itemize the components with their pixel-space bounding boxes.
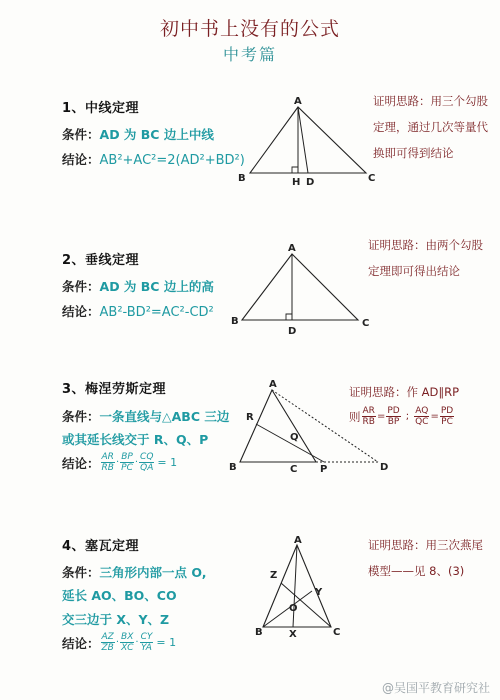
page-title: 初中书上没有的公式 (159, 18, 340, 40)
section-4-figure (255, 535, 345, 640)
point-label-c: C (290, 464, 298, 475)
fraction: $\frac{AR}{RB}$ (101, 452, 114, 473)
section-1-heading: 1、中线定理 (62, 101, 140, 116)
conclusion-text: AB²-BD²=AC²-CD² (99, 305, 214, 320)
point-label-a: A (269, 379, 277, 390)
section-4-heading: 4、塞瓦定理 (62, 539, 140, 554)
condition-text-line-1: 一条直线与△ABC 三边 (99, 409, 230, 424)
section-1-condition (62, 124, 214, 143)
median-ad (298, 107, 308, 173)
condition-text-line-1: 三角形内部一点 O, (99, 565, 207, 580)
point-label-b: B (231, 316, 239, 327)
point-label-h: H (292, 177, 301, 188)
section-3-heading: 3、梅涅劳斯定理 (62, 382, 167, 397)
condition-label: 条件： (62, 565, 100, 580)
condition-text: AD 为 BC 边上的高 (99, 279, 214, 294)
section-2-heading: 2、垂线定理 (62, 253, 140, 268)
proof-line: 证明思路：用三个勾股 (373, 94, 488, 108)
point-label-b: B (229, 462, 237, 473)
fraction: $\frac{AZ}{ZB}$ (101, 632, 114, 653)
section-3-condition (62, 406, 229, 425)
proof-line: 证明思路：用三次燕尾 (368, 538, 483, 552)
proof-line: 证明思路：由两个勾股 (368, 238, 483, 252)
section-3-proof-line-2: 则 $\frac{AR}{RB}$ = $\frac{PD}{BP}$ ; $\frac{AQ}{QC}$ = $\frac{PD}{PC}$ (349, 406, 454, 427)
section-4-condition (62, 562, 206, 581)
point-label-d: D (288, 326, 297, 337)
point-label-p: P (320, 464, 328, 475)
equals-one: = 1 (156, 636, 177, 649)
conclusion-label: 结论： (62, 304, 100, 319)
proof-line: 换即可得到结论 (373, 146, 454, 160)
page-subtitle: 中考篇 (222, 45, 277, 64)
point-label-z: Z (270, 570, 278, 581)
watermark: @吴国平教育研究社 (381, 681, 490, 695)
point-label-b: B (255, 627, 263, 638)
fraction: $\frac{PD}{BP}$ (387, 406, 400, 427)
conclusion-text: AB²+AC²=2(AD²+BD²) (99, 153, 245, 168)
fraction: $\frac{AQ}{QC}$ (415, 406, 429, 427)
section-3-conclusion: 结论： $\frac{AR}{RB}$ · $\frac{BP}{PC}$ · $\frac{CQ}{QA}$ = 1 (62, 452, 178, 473)
section-1-conclusion (62, 149, 245, 168)
point-label-o: O (289, 603, 298, 614)
section-2-conclusion (62, 301, 214, 320)
section-2-proof (368, 232, 483, 284)
fraction: $\frac{CY}{YA}$ (140, 632, 153, 653)
point-label-a: A (288, 243, 296, 254)
fraction: $\frac{BP}{PC}$ (121, 452, 133, 473)
point-label-a: A (294, 96, 302, 107)
proof-then: 则 (349, 409, 361, 424)
proof-line: 模型——见 8、(3) (368, 564, 465, 578)
condition-label: 条件： (62, 127, 100, 142)
section-2-figure (228, 240, 378, 340)
proof-line: 定理即可得出结论 (368, 264, 460, 278)
conclusion-label: 结论： (62, 635, 100, 651)
condition-text: AD 为 BC 边上中线 (99, 127, 214, 142)
transversal-rp (256, 424, 324, 462)
fraction: $\frac{AR}{RB}$ (362, 406, 375, 427)
condition-label: 条件： (62, 409, 100, 424)
triangle-abc (263, 545, 331, 627)
fraction: $\frac{PD}{PC}$ (440, 406, 454, 427)
section-2-condition (62, 276, 214, 295)
triangle-abc (242, 254, 358, 320)
proof-line: 定理，通过几次等量代 (373, 120, 488, 134)
section-1-figure (228, 95, 388, 190)
section-4-conclusion: 结论： $\frac{AZ}{ZB}$ · $\frac{BX}{XC}$ · $\frac{CY}{YA}$ = 1 (62, 632, 177, 653)
conclusion-label: 结论： (62, 455, 100, 471)
point-label-r: R (246, 412, 254, 423)
point-label-y: Y (315, 587, 323, 598)
fraction: $\frac{CQ}{QA}$ (140, 452, 154, 473)
point-label-c: C (333, 627, 341, 638)
condition-text-line-3: 交三边于 X、Y、Z (62, 612, 170, 627)
right-angle-mark (286, 314, 292, 320)
section-3-proof-line-1: 证明思路：作 AD∥RP (349, 385, 460, 399)
right-angle-mark (292, 167, 298, 173)
triangle-abc (250, 107, 366, 173)
point-label-c: C (362, 318, 370, 329)
fraction: $\frac{BX}{XC}$ (121, 632, 134, 653)
cevian-ax (293, 545, 297, 627)
section-4-proof (368, 532, 483, 584)
conclusion-label: 结论： (62, 152, 100, 167)
condition-label: 条件： (62, 279, 100, 294)
point-label-d: D (380, 462, 389, 473)
point-label-q: Q (290, 432, 299, 443)
point-label-a: A (294, 535, 302, 546)
equals-one: = 1 (157, 456, 178, 469)
point-label-c: C (368, 173, 376, 184)
point-label-x: X (289, 629, 297, 640)
condition-text-line-2: 或其延长线交于 R、Q、P (62, 432, 209, 447)
point-label-d: D (306, 177, 315, 188)
point-label-b: B (238, 173, 246, 184)
condition-text-line-2: 延长 AO、BO、CO (62, 588, 177, 603)
section-1-proof (373, 88, 488, 166)
